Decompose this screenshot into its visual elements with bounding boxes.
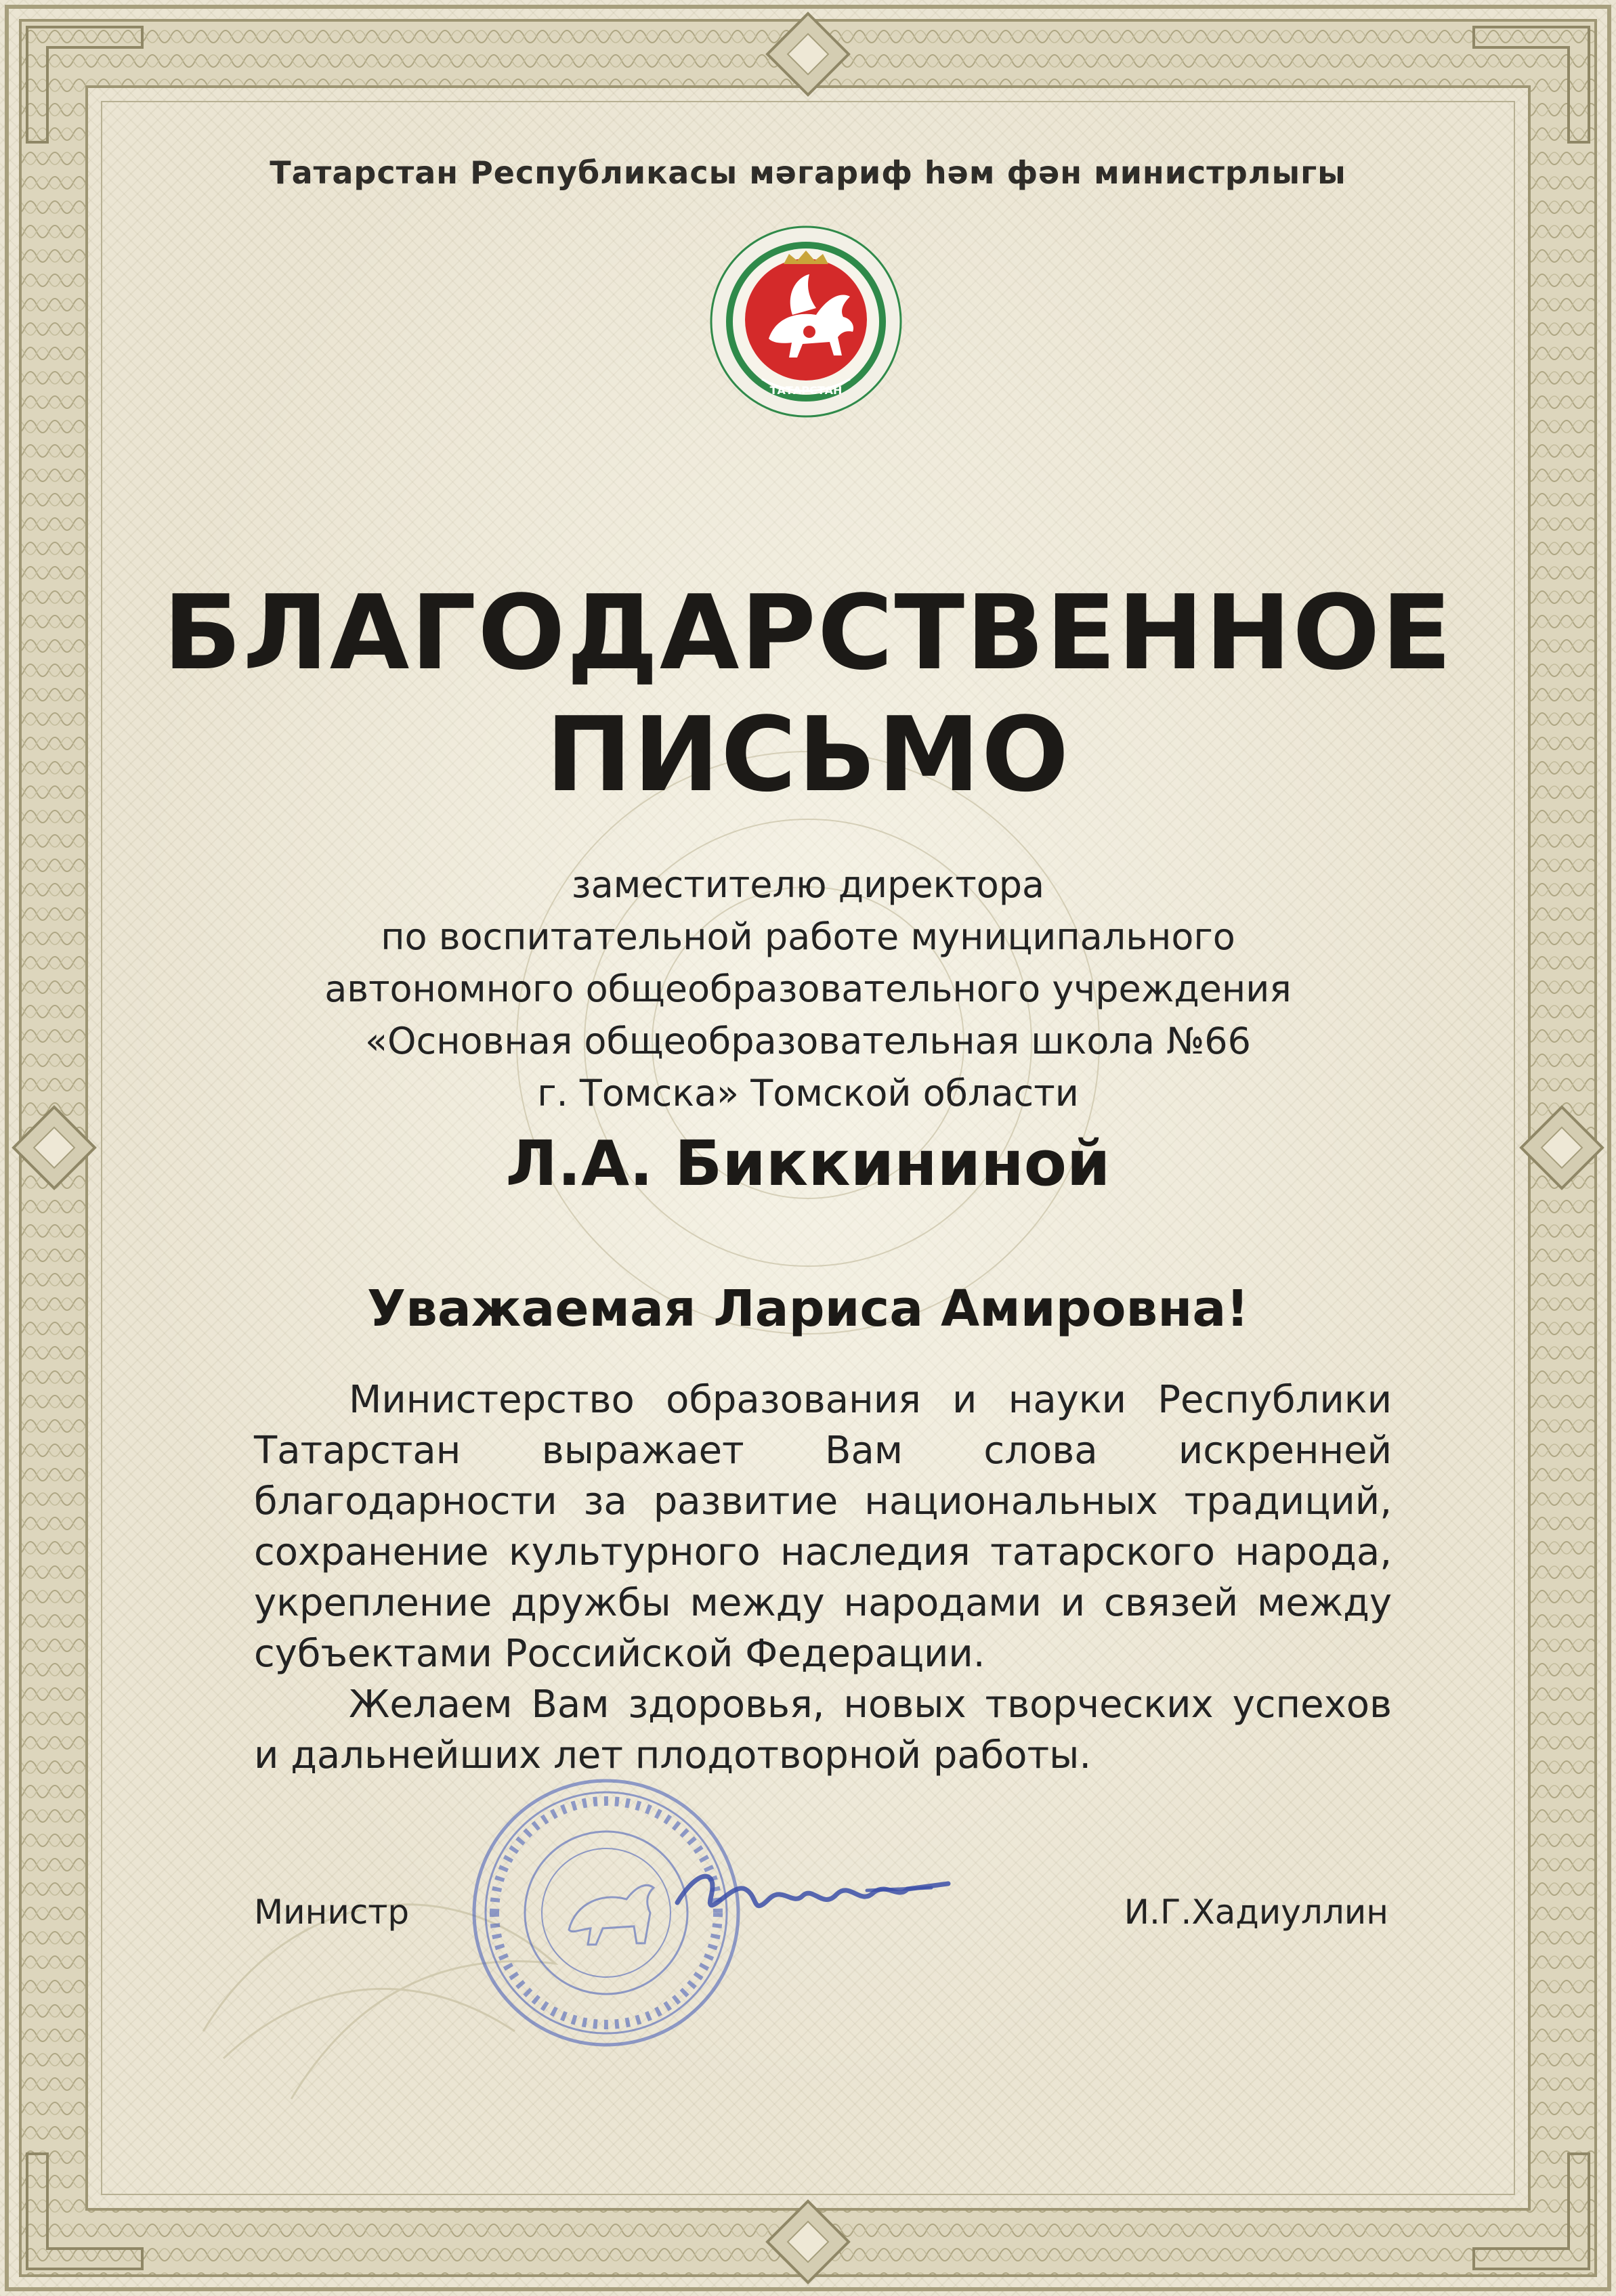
body-paragraph: Желаем Вам здоровья, новых творческих успехов и дальнейших лет плодотворной работы. (254, 1683, 1392, 1777)
recipient-line: «Основная общеобразовательная школа №66 (364, 1020, 1252, 1062)
recipient-line: автономного общеобразовательного учреждения (324, 968, 1292, 1010)
letter-body (254, 1374, 1392, 1781)
body-paragraph: Министерство образования и науки Республики Татарстан выражает Вам слова искренней благодарности за развитие национальных традиций, сохранение культурного наследия татарского народа, укрепление дружбы между народами и связей между субъектами Российской Федерации. (254, 1378, 1392, 1676)
signer-name: И.Г.Хадиуллин (1124, 1892, 1388, 1932)
signer-title: Министр (254, 1892, 410, 1932)
recipient-line: г. Томска» Томской области (537, 1072, 1079, 1114)
ministry-header: Татарстан Республикасы мәгариф һәм фән министрлыгы (270, 154, 1346, 191)
recipient-name: Л.А. Биккининой (505, 1127, 1111, 1200)
document-title (0, 572, 1616, 816)
signature-row (0, 1879, 1616, 1960)
coat-of-arms-emblem (708, 223, 904, 420)
recipient-line: заместителю директора (571, 863, 1045, 906)
title-line-2: ПИСЬМО (545, 695, 1071, 815)
emblem-inscription: ТАТАРСТАН (769, 384, 843, 397)
recipient-block (0, 859, 1616, 1119)
salutation: Уважаемая Лариса Амировна! (366, 1280, 1250, 1338)
recipient-line: по воспитательной работе муниципального (381, 915, 1235, 958)
title-line-1: БЛАГОДАРСТВЕННОЕ (163, 573, 1453, 693)
